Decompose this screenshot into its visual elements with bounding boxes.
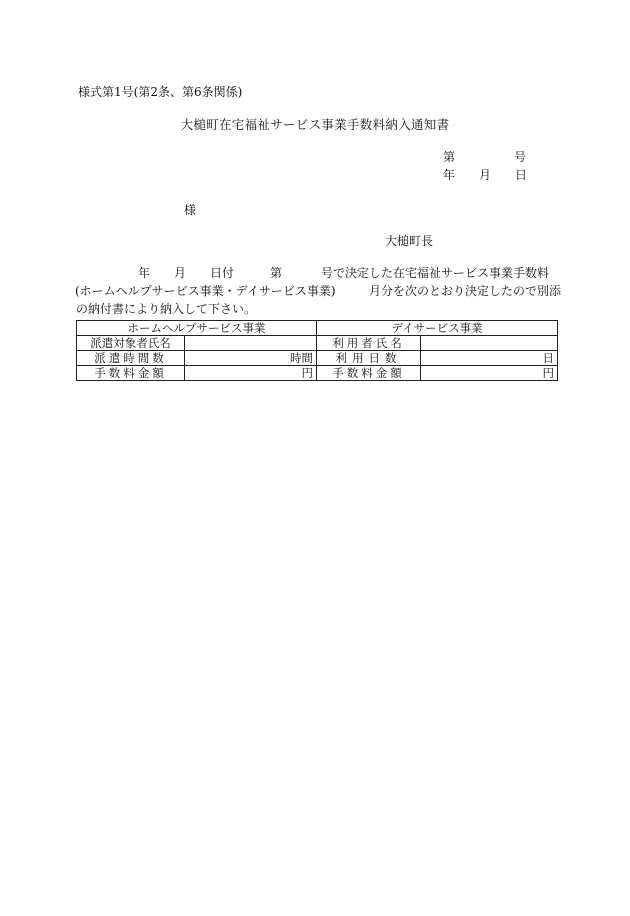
notice-number-prefix: 第 <box>443 150 456 164</box>
document-title: 大槌町在宅福祉サービス事業手数料納入通知書 <box>180 117 450 132</box>
body-year: 年 <box>138 266 151 280</box>
day-fee-amount-label: 手数料金額 <box>317 366 421 381</box>
notice-number-suffix: 号 <box>514 150 527 164</box>
issue-date <box>443 168 527 182</box>
usage-days-unit: 日 <box>421 351 558 366</box>
user-name-label: 利用者氏名 <box>317 336 421 351</box>
dispatch-recipient-label: 派遣対象者氏名 <box>77 336 185 351</box>
dispatch-hours-label: 派遣時間数 <box>77 351 185 366</box>
table-header-row <box>77 321 558 336</box>
addressee-suffix: 様 <box>184 203 197 217</box>
table-row <box>77 366 558 381</box>
body-month: 月 <box>174 266 187 280</box>
date-month: 月 <box>479 168 492 182</box>
body-day: 日付 <box>210 266 235 280</box>
body-dai: 第 <box>270 266 283 280</box>
day-service-header: デイサービス事業 <box>317 321 558 336</box>
issuer-name: 大槌町長 <box>385 234 434 248</box>
dispatch-hours-unit: 時間 <box>185 351 317 366</box>
user-name-value <box>421 336 558 351</box>
body-line-1-rest: 号で決定した在宅福祉サービス事業手数料 <box>321 266 550 280</box>
form-number-label: 様式第1号(第2条、第6条関係) <box>78 85 243 99</box>
table-row <box>77 336 558 351</box>
date-year: 年 <box>443 168 456 182</box>
home-fee-amount-label: 手数料金額 <box>77 366 185 381</box>
home-fee-amount-unit: 円 <box>185 366 317 381</box>
body-line-3: の納付書により納入して下さい。 <box>76 302 257 316</box>
usage-days-label: 利用日数 <box>317 351 421 366</box>
day-fee-amount-unit: 円 <box>421 366 558 381</box>
fee-table <box>76 320 558 381</box>
home-help-header: ホームヘルプサービス事業 <box>77 321 317 336</box>
body-service-types: (ホームヘルプサービス事業・デイサービス事業) <box>75 284 336 298</box>
table-row <box>77 351 558 366</box>
date-day: 日 <box>515 168 528 182</box>
body-line-2-rest: 月分を次のとおり決定したので別添 <box>369 284 562 298</box>
dispatch-recipient-value <box>185 336 317 351</box>
